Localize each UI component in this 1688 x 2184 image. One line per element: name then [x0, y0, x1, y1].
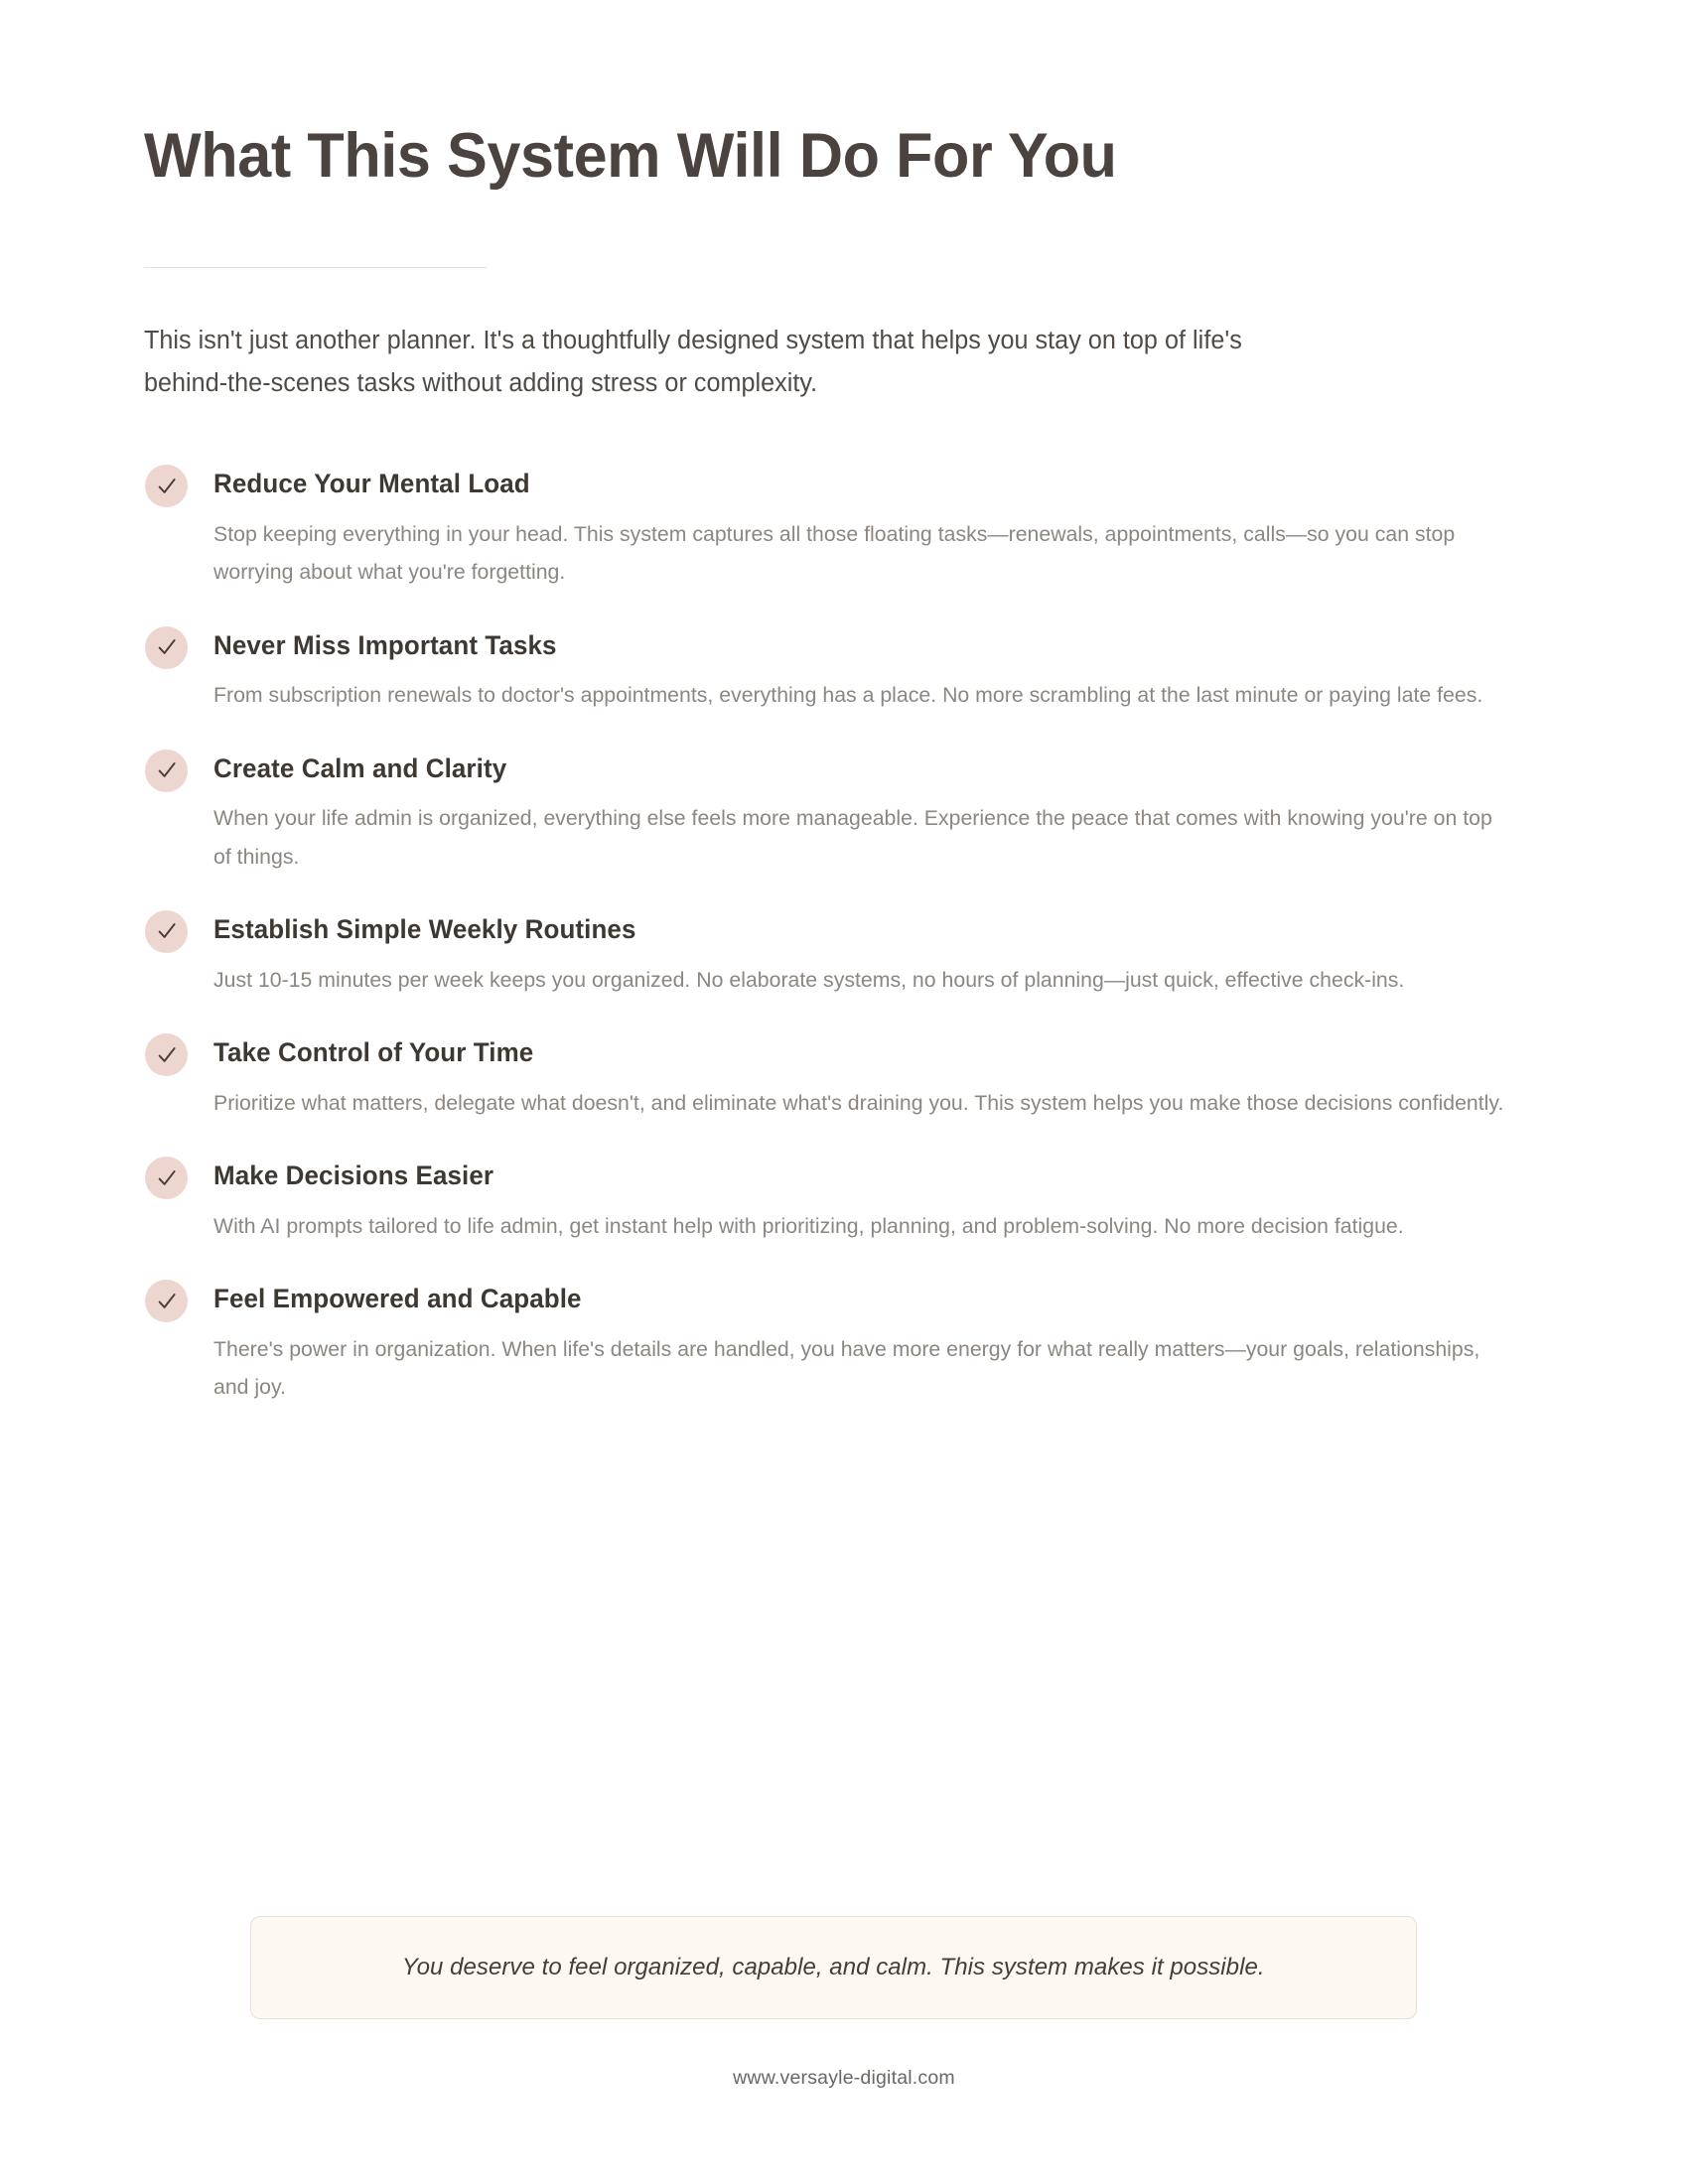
benefit-title: Take Control of Your Time	[213, 1037, 534, 1068]
check-icon	[145, 1157, 188, 1199]
page-title: What This System Will Do For You	[144, 121, 1117, 191]
check-icon	[145, 1033, 188, 1076]
benefit-title: Create Calm and Clarity	[213, 752, 507, 783]
benefit-description: Stop keeping everything in your head. This system captures all those floating tasks—renewals, appointments, calls—so you can stop worrying about what you're forgetting.	[213, 522, 1456, 585]
benefit-description: Just 10-15 minutes per week keeps you organized. No elaborate systems, no hours of planning—just quick, effective check-ins.	[213, 967, 1405, 992]
benefit-item	[144, 463, 1524, 591]
check-icon	[145, 910, 188, 953]
benefit-title: Reduce Your Mental Load	[213, 469, 530, 499]
check-icon	[145, 1280, 188, 1322]
benefit-item	[144, 1031, 1524, 1122]
intro-paragraph: This isn't just another planner. It's a thoughtfully designed system that helps you stay on top of life's behind-the-scenes tasks without adding stress or complexity.	[144, 326, 1242, 398]
benefits-list	[144, 463, 1524, 1406]
check-icon	[145, 465, 188, 507]
check-icon	[145, 626, 188, 669]
benefit-item	[144, 748, 1524, 876]
callout-box	[250, 1916, 1417, 2019]
check-icon	[145, 750, 188, 792]
benefit-item	[144, 908, 1524, 999]
benefit-description: Prioritize what matters, delegate what doesn't, and eliminate what's draining you. This system helps you make those decisions confidently.	[213, 1090, 1504, 1115]
benefit-description: When your life admin is organized, everything else feels more manageable. Experience the peace that comes with knowing you're on top of things.	[213, 806, 1492, 869]
benefit-title: Feel Empowered and Capable	[213, 1284, 582, 1314]
benefit-title: Never Miss Important Tasks	[213, 629, 557, 660]
benefit-title: Make Decisions Easier	[213, 1160, 494, 1191]
benefit-description: With AI prompts tailored to life admin, get instant help with prioritizing, planning, and problem-solving. No more decision fatigue.	[213, 1213, 1404, 1238]
callout-text: You deserve to feel organized, capable, and calm. This system makes it possible.	[402, 1954, 1265, 1980]
footer-website-url: www.versayle-digital.com	[733, 2067, 955, 2089]
title-divider	[144, 267, 487, 268]
benefit-description: From subscription renewals to doctor's appointments, everything has a place. No more scrambling at the last minute or paying late fees.	[213, 683, 1483, 708]
benefit-description: There's power in organization. When life's details are handled, you have more energy for what really matters—your goals, relationships, and joy.	[213, 1336, 1480, 1400]
benefit-item	[144, 1278, 1524, 1406]
document-content	[144, 0, 1524, 1407]
benefit-title: Establish Simple Weekly Routines	[213, 913, 636, 944]
benefit-item	[144, 624, 1524, 715]
benefit-item	[144, 1155, 1524, 1245]
page-footer	[0, 2067, 1688, 2090]
